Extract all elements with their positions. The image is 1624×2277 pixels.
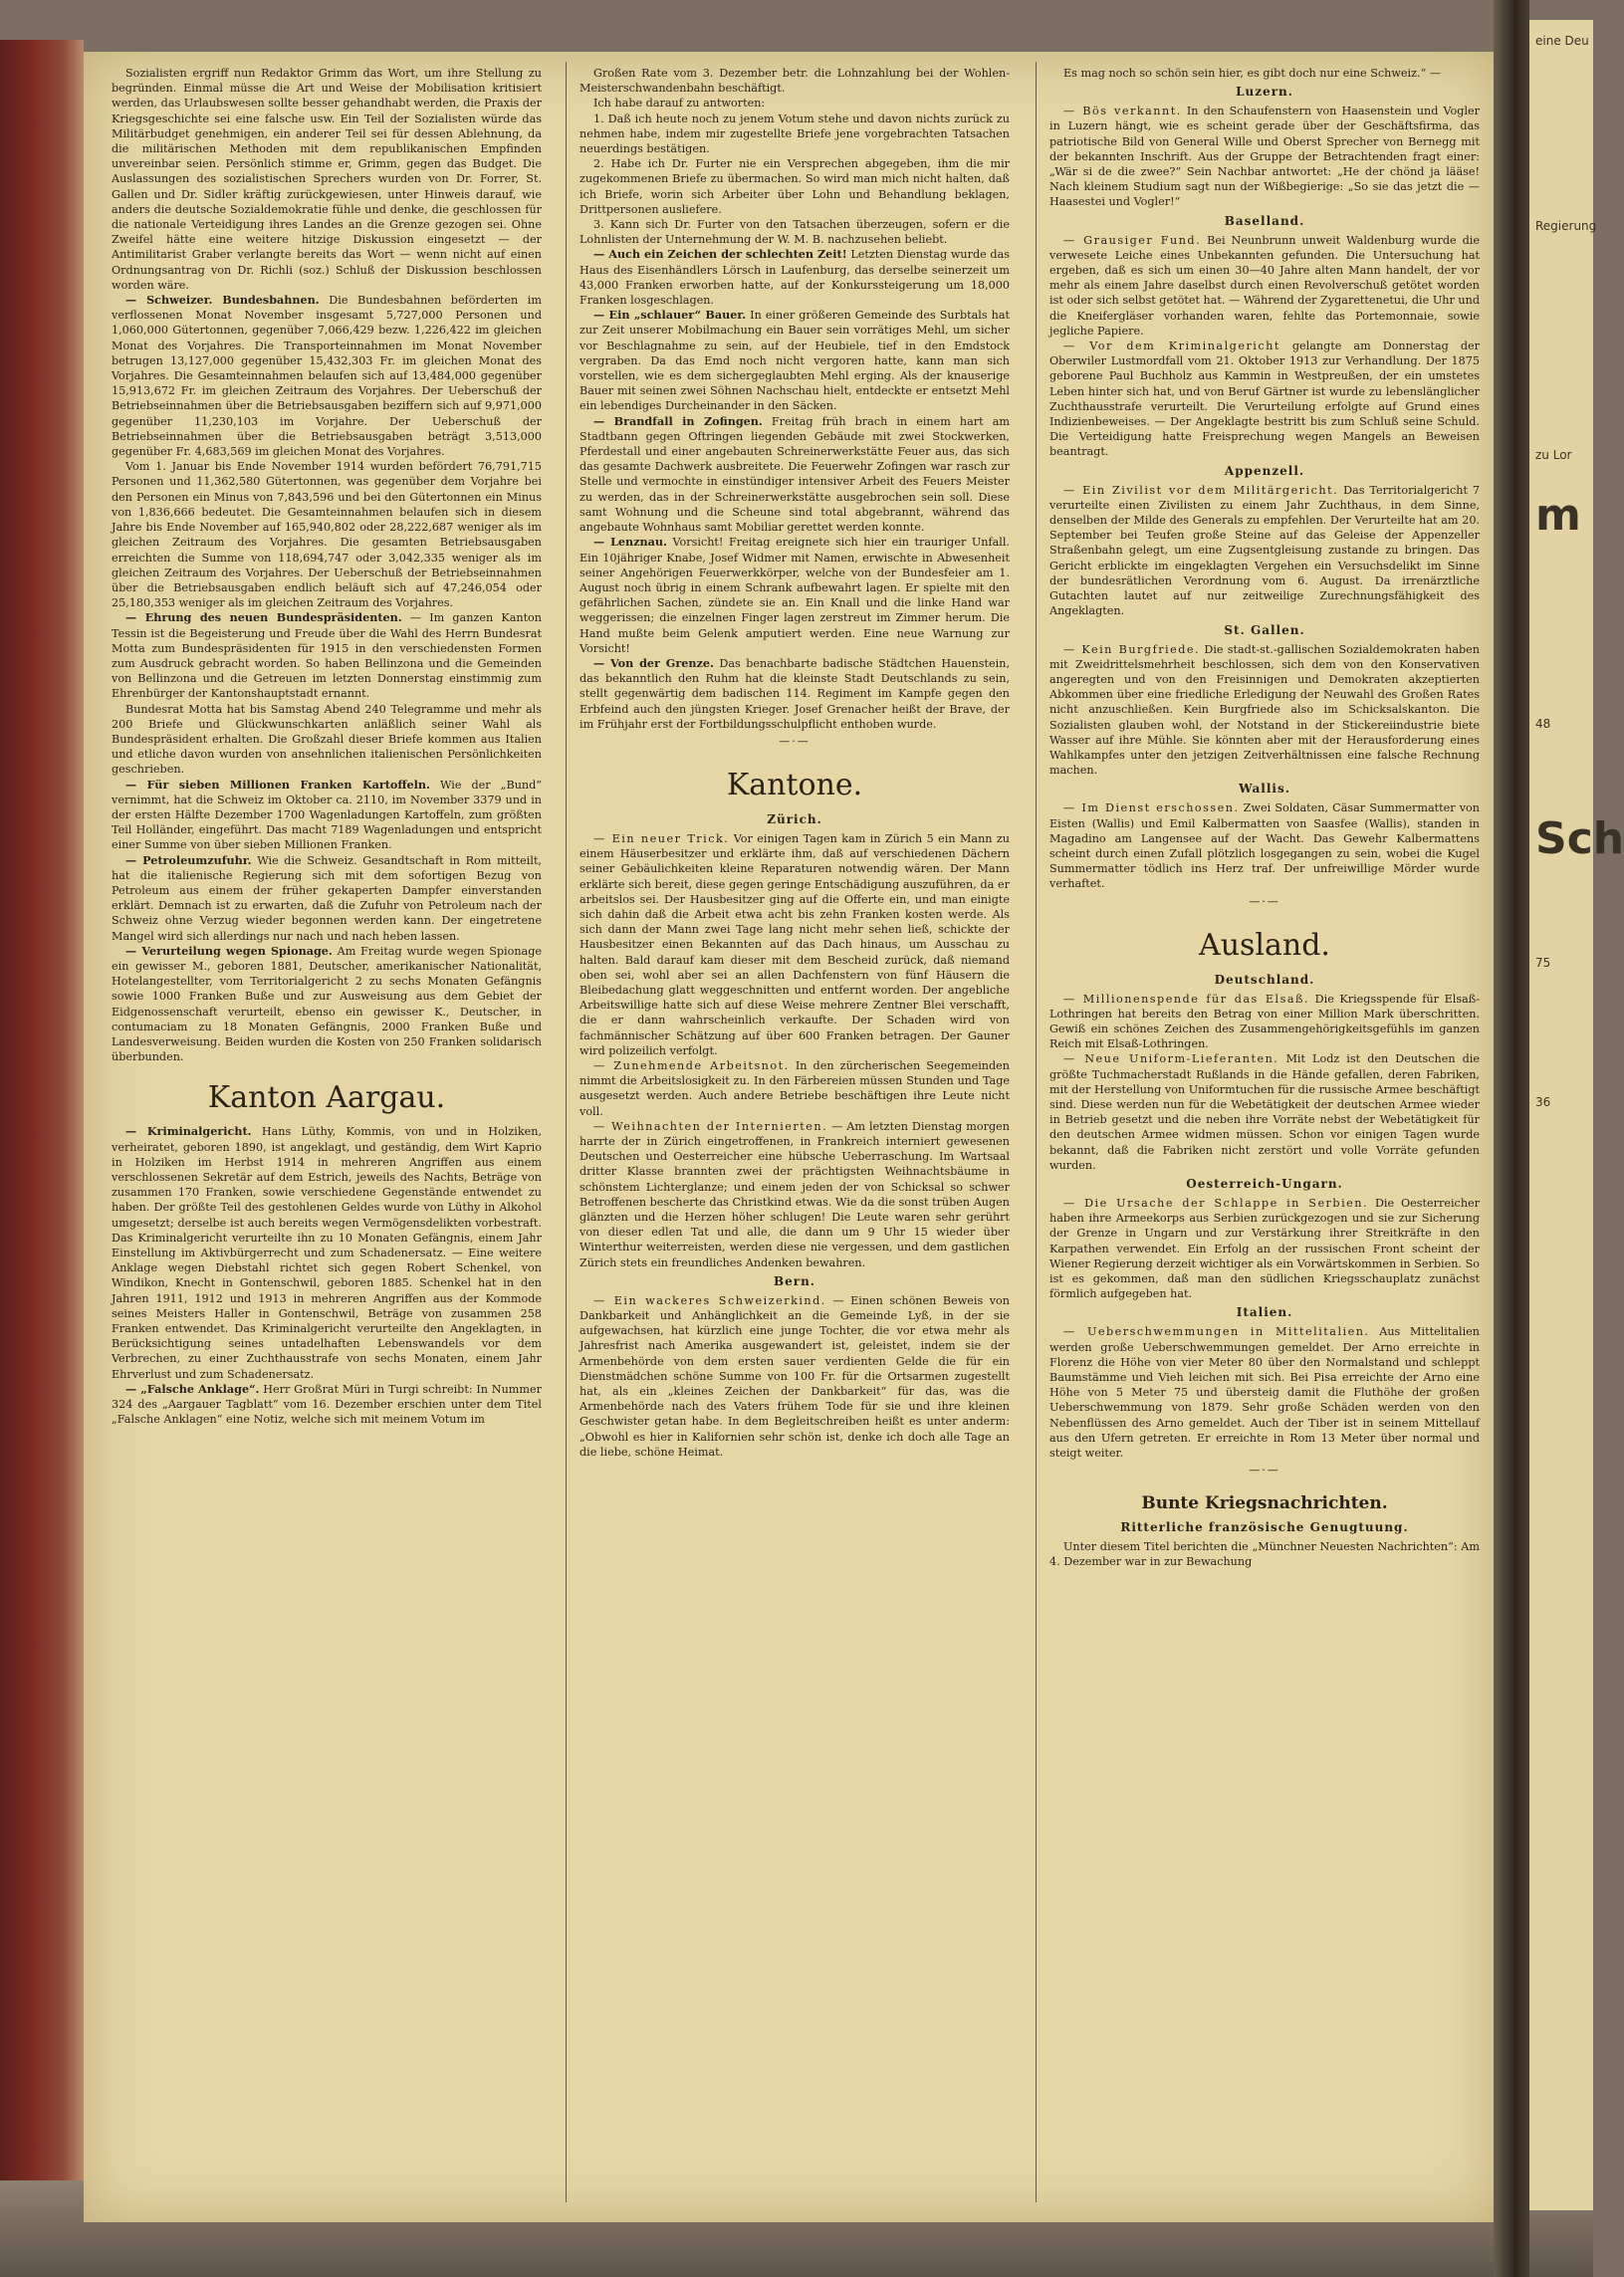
article-text: Wie die Schweiz. Gesandtschaft in Rom mitteilt, hat die italienische Regierung sich mit dem sofortigen Bezug von Petroleum aus einem der früher gekaperten Dampfer einverstanden erklärt. Demnach ist zu erwarten, daß die Zufuhr von Petroleum nach der Schweiz ohne Verzug wieder begonnen werden kann. Der eingetretene Mangel wird sich allerdings nur nach und nach heben lassen. <box>112 853 542 943</box>
section-heading-bunte-kriegsnachrichten: Bunte Kriegsnachrichten. <box>1141 1493 1388 1514</box>
article-lead: — Petroleumzufuhr. <box>125 852 252 867</box>
article-text: Vorsicht! Freitag ereignete sich hier ein trauriger Unfall. Ein 10jähriger Knabe, Josef Widmer mit Namen, erwischte in Abwesenheit seiner Angehörigen Feuerwerkkörper, welche von der Bundesfeier am 1. August noch übrig in einem Schrank aufbewahrt lagen. Er spielte mit den gefährlichen Sachen, zündete sie an. Ein Knall und die linke Hand war weggerissen; die einzelnen Finger lagen zerstreut im Zimmer herum. Die Hand mußte beim Gelenk amputiert werden. Eine neue Warnung zur Vorsicht! <box>580 536 1010 655</box>
article-paragraph <box>1049 483 1480 619</box>
article-lead: — Ein Zivilist vor dem Militärgericht. <box>1063 483 1339 497</box>
article-text: In einer größeren Gemeinde des Surbtals hat zur Zeit unserer Mobilmachung ein Bauer sein vorrätiges Mehl, um sicher vor Beschlagnahme zu sein, auf der Heubiele, tief in den Emdstock vergraben. Da das Emd noch nicht vergoren hatte, kann man sich vorstellen, wie es dem sichergeglaubten Mehl erging. Als der knauserige Bauer mit seinen zwei Söhnen Nachschau hielt, entdeckte er entsetzt Mehl ein lebendiges Durcheinander in den Säcken. <box>580 309 1010 413</box>
article-paragraph <box>1049 233 1480 339</box>
article-text: Es mag noch so schön sein hier, es gibt doch nur eine Schweiz.“ — <box>1063 67 1442 80</box>
subheading-oesterreich-ungarn: Oesterreich-Ungarn. <box>1186 1176 1343 1191</box>
article-paragraph <box>112 293 542 459</box>
adjacent-page-fragment: Regierung <box>1535 219 1597 233</box>
article-paragraph <box>580 831 1010 1058</box>
article-lead: — „Falsche Anklage“. <box>125 1381 260 1396</box>
adjacent-page-fragment: 36 <box>1535 1095 1551 1109</box>
article-paragraph <box>580 247 1010 308</box>
section-heading-aargau: Kanton Aargau. <box>207 1080 446 1116</box>
article-lead: — Ueberschwemmungen in Mittelitalien. <box>1063 1325 1370 1339</box>
article-paragraph <box>580 1119 1010 1270</box>
article-paragraph <box>1049 1051 1480 1173</box>
article-lead: — Brandfall in Zofingen. <box>593 413 763 428</box>
column-1 <box>112 66 542 1427</box>
article-lead: — Auch ein Zeichen der schlechten Zeit! <box>593 247 847 262</box>
article-text: Vom 1. Januar bis Ende November 1914 wurden befördert 76,791,715 Personen und 11,362,580 Gütertonnen, was gegenüber dem Vorjahre bei den Personen ein Minus von 7,843,596 und bei den Gütertonnen ein Minus von 1,836,666 bedeutet. Die Gesamteinnahmen belaufen sich in diesem Jahre bis Ende November auf 165,940,802 oder 28,222,687 weniger als im gleichen Zeitraum des Vorjahres. Die gesamten Betriebsausgaben erreichten die Summe von 118,694,747 oder 3,042,335 weniger als im gleichen Zeitraum des Vorjahres. Der Ueberschuß der Betriebseinnahmen über die Betriebsausgaben endlich beläuft sich auf 47,246,054 oder 25,180,353 weniger als im gleichen Zeitraum des Vorjahres. <box>112 460 542 610</box>
subheading-italien: Italien. <box>1236 1305 1293 1320</box>
article-text: — Am letzten Dienstag morgen harrte der in Zürich eingetroffenen, in Frankreich interniert gewesenen Deutschen und Oesterreicher eine hübsche Ueberraschung. Im Wartsaal dritter Klasse brannten zwei der prächtigsten Weihnachtsbäume in schönstem Lichterglanze; und einem jeden der von Schicksal so schwer Betroffenen bescherte das Christkind etwas. Wie da die sonst trüben Augen glänzten und die Herzen höher schlugen! Die Leute waren sehr gerührt von dieser edlen Tat und alle, die dann um 9 Uhr 15 wieder über Winterthur weiterreisten, werden diese nie vergessen, und dem gastlichen Zürich stets ein freundliches Andenken bewahren. <box>580 1119 1010 1269</box>
adjacent-page-fragment: Sch <box>1535 813 1624 864</box>
article-text: Vor einigen Tagen kam in Zürich 5 ein Mann zu einem Häuserbesitzer und erklärte ihm, daß auf verschiedenen Dächern seiner Gebäulichkeiten kleine Reparaturen notwendig wären. Der Mann erklärte sich bereit, diese gegen geringe Entschädigung auszuführen, da er arbeitslos sei. Der Hausbesitzer ging auf die Offerte ein, und man einigte sich dahin daß die Arbeit etwa acht bis zehn Franken kosten werde. Als sich dann der Mann zwei Tage lang nicht mehr sehen ließ, schickte der Hausbesitzer einen Bekannten auf das Dach hinaus, um Ausschau zu halten. Bald darauf kam dieser mit dem Bescheid zurück, daß niemand oben sei, wohl aber sei an allen Dachfenstern von fünf Häusern die Bleibedachung glatt weggeschnitten und entfernt worden. Der angebliche Arbeitswillige hatte sich auf diese Weise mehrere Zentner Blei verschafft, die er dann wahrscheinlich verkaufte. Der Schaden wird von fachmännischer Schätzung auf über 600 Franken betragen. Der Gauner wird polizeilich verfolgt. <box>580 831 1011 1057</box>
subheading-ritterliche-genugtuung: Ritterliche französische Genugtuung. <box>1120 1520 1409 1535</box>
article-text: Das benachbarte badische Städtchen Hauenstein, das bekanntlich den Ruhm hat die kleinste Stadt Deutschlands zu sein, stellt gegenwärtig dem badischen 114. Regiment im Kampfe gegen den Erbfeind auch den jüngsten Krieger. Josef Grenacher heißt der Brave, der im Frühjahr erst der Fortbildungsschulpflicht enthoben wurde. <box>580 656 1010 731</box>
subheading-appenzell: Appenzell. <box>1224 463 1305 478</box>
article-paragraph <box>580 656 1010 732</box>
subheading-wallis: Wallis. <box>1239 782 1290 797</box>
adjacent-page-fragment: eine Deu <box>1535 34 1589 48</box>
article-lead: — Ehrung des neuen Bundespräsidenten. <box>125 610 402 625</box>
article-lead: — Zunehmende Arbeitsnot. <box>593 1058 790 1072</box>
subheading-deutschland: Deutschland. <box>1214 972 1315 987</box>
article-text: Hans Lüthy, Kommis, von und in Holziken, verheiratet, geboren 1890, ist angeklagt, und geständig, dem Wirt Kaprio in Holziken im Herbst 1914 in mehreren Angriffen aus einem verschlossenen Sekretär auf dem Estrich, jeweils des Nachts, Beträge von zusammen 170 Franken, sowie verschiedene Gegenstände entwendet zu haben. Der größte Teil des gestohlenen Geldes wurde von Lüthy in Alkohol umgesetzt; derselbe ist auch bereits wegen Vermögensdelikten vorbestraft. Das Kriminalgericht verurteilte ihn zu 10 Monaten Gefängnis, einem Jahr Einstellung im Aktivbürgerrecht und zum Schadenersatz. — Eine weitere Anklage wegen Diebstahl richtet sich gegen Robert Schenkel, von Windikon, Knecht in Gontenschwil, geboren 1885. Schenkel hat in den Jahren 1911, 1912 und 1913 in mehreren Angriffen aus der Kommode seines Meisters Haller in Gontenschwil, Beträge von zusammen 258 Franken entwendet. Das Kriminalgericht verurteilte den Angeklagten, in Berücksichtigung seines untadelhaften Lebenswandels vor dem Verbrechen, zu einer Zuchthausstrafe von sechs Monaten, einem Jahr Ehrverlust und zum Schadenersatz. <box>112 1125 543 1381</box>
article-lead: — Für sieben Millionen Franken Kartoffeln. <box>125 777 430 792</box>
article-lead: — Ein neuer Trick. <box>593 831 730 845</box>
article-paragraph <box>112 1124 542 1381</box>
article-lead: — Weihnachten der Internierten. <box>593 1119 828 1133</box>
article-lead: — Kein Burgfriede. <box>1063 642 1201 656</box>
column-rule <box>566 62 567 2202</box>
article-text: Am Freitag wurde wegen Spionage ein gewisser M., geboren 1881, Deutscher, amerikanischer Nationalität, Hotelangestellter, vom Territorialgericht 2 zu sechs Monaten Gefängnis sowie 1000 Franken Buße und zur Ausweisung aus dem Gebiet der Eidgenossenschaft verurteilt, ebenso ein gewisser K., Deutscher, in contumaciam zu 18 Monaten Gefängnis, 2000 Franken Buße und Landesverweisung. Beiden wurden die Kosten von 250 Franken solidarisch überbunden. <box>112 944 542 1064</box>
book-gutter <box>1494 0 1529 2277</box>
adjacent-page-fragment: m <box>1535 490 1581 541</box>
article-lead: — Kriminalgericht. <box>125 1124 252 1139</box>
article-text: gelangte am Donnerstag der Oberwiler Lustmordfall vom 21. Oktober 1913 zur Verhandlung. Der 1875 geborene Paul Buchholz aus Kammin in Westpreußen, der ein umstetes Leben hinter sich hat, und von Beruf Gärtner ist wurde zu lebenslänglicher Zuchthausstrafe verurteilt. Die Verurteilung erfolgte auf Grund eines Indizienbeweises. — Der Angeklagte bestritt bis zum Schluß seine Schuld. Die Verteidigung hatte Freisprechung wegen Mangels an Beweisen beantragt. <box>1049 340 1480 459</box>
article-lead: — Vor dem Kriminalgericht <box>1063 340 1280 353</box>
article-lead: — Neue Uniform-Lieferanten. <box>1063 1052 1279 1066</box>
article-lead: — Bös verkannt. <box>1063 105 1182 118</box>
article-text: Mit Lodz ist den Deutschen die größte Tuchmacherstadt Rußlands in die Hände gefallen, deren Fabriken, mit der Herstellung von Uniformtuchen für die russische Armee beschäftigt sind. Diese werden nun für die Webetätigkeit der deutschen Armee wieder in Betrieb gesetzt und die neben ihre Vorräte nebst der Webetätigkeit für den deutschen Armee widmen müssen. Schon vor einigen Tagen wurde bekannt, daß die Fabriken nicht zerstört und volle Vorräte gefunden wurden. <box>1049 1052 1480 1172</box>
article-text: Die Kriegsspende für Elsaß-Lothringen hat bereits den Betrag von einer Million Mark überschritten. Gewiß ein schönes Zeichen des Zusammengehörigkeitsgefühls im ganzen Reich mit Elsaß-Lothringen. <box>1049 992 1480 1051</box>
divider: —·— <box>1249 1464 1280 1478</box>
column-3 <box>1049 66 1480 1570</box>
section-heading-kantone: Kantone. <box>726 767 863 802</box>
article-text: Bei Neunbrunn unweit Waldenburg wurde die verwesete Leiche eines Unbekannten gefunden. Die Untersuchung hat ergeben, daß es sich um einen 30—40 Jahre alten Mann handelt, der vor mehr als einem Jahre daselbst durch einen Revolverschuß getötet worden ist oder sich selbst getötet hat. — Während der Zygarettenetui, die Uhr und die Kneifergläser vorhanden waren, fehlte das Portemonnaie, sowie jegliche Papiere. <box>1049 233 1480 338</box>
article-lead: — Verurteilung wegen Spionage. <box>125 943 333 958</box>
article-text: Sozialisten ergriff nun Redaktor Grimm das Wort, um ihre Stellung zu begründen. Einmal müsse die Art und Weise der Mobilisation kritisiert werden, das Urlaubswesen sollte besser gehandhabt werden, die Praxis der Kriegsgeschichte sei eine falsche usw. Ein Teil der Sozialisten würde das Militärbudget genehmigen, ein anderer Teil sei für dessen Ablehnung, da die militärischen Methoden mit dem republikanischen Empfinden unvereinbar seien. Persönlich stimme er, Grimm, gegen das Budget. Die Auslassungen des sozialistischen Sprechers wurden von Dr. Forrer, St. Gallen und Dr. Sidler kräftig zurückgewiesen, unter Hinweis darauf, wie anders die deutsche Sozialdemokratie fühle und denke, die geschlossen für die nationale Verteidigung ihres Landes an die Grenze gezogen sei. Ohne Zweifel hätte eine weitere hitzige Diskussion eingesetzt — der Antimilitarist Graber verlangte bereits das Wort — wenn nicht auf einen Ordnungsantrag von Dr. Richli (soz.) Schluß der Diskussion beschlossen worden wäre. <box>112 67 542 292</box>
article-paragraph <box>580 414 1010 536</box>
article-text: Bundesrat Motta hat bis Samstag Abend 240 Telegramme und mehr als 200 Briefe und Glückwunschkarten anläßlich seiner Wahl als Bundespräsident erhalten. Die Großzahl dieser Briefe kommen aus Italien und etliche davon wurden von ansehnlichen italienischen Persönlichkeiten geschrieben. <box>112 702 542 777</box>
column-2 <box>580 66 1010 1460</box>
article-paragraph <box>112 778 542 853</box>
article-paragraph <box>580 1293 1010 1460</box>
article-text: — Einen schönen Beweis von Dankbarkeit und Anhänglichkeit an die Gemeinde Lyß, in der sie aufgewachsen, hat kürzlich eine junge Tochter, die vor etwa mehr als Jahresfrist nach Amerika ausgewandert ist, geleistet, indem sie der Armenbehörde von dem ersten sauer verdienten Gelde die für ein Dienstmädchen schöne Summe von 100 Fr. für die Ortsarmen zugestellt hat, als ein „kleines Zeichen der Dankbarkeit“ für das, was die Armenbehörde nach des Vaters frühem Tode für sie und ihre kleinen Geschwister getan habe. In dem Begleitschreiben heißt es unter anderm: „Obwohl es hier in Kalifornien sehr schön ist, denke ich doch alle Tage an die liebe, schöne Heimat. <box>580 1293 1010 1459</box>
article-paragraph <box>112 1382 542 1428</box>
divider: —·— <box>779 734 811 748</box>
book-binding <box>0 40 84 2190</box>
adjacent-page-edge <box>1529 20 1624 2210</box>
article-text: In den Schaufenstern von Haasenstein und Vogler in Luzern hängt, wie es scheint gerade über der Geschäftsfirma, das patriotische Bild von General Wille und Oberst Sprecher von Bernegg mit der bekannten Inschrift. Aus der Gruppe der Betrachtenden fragt einer: „Wär si de die zwee?“ Sein Nachbar antwortet: „He der chönd ja lääse! Nach kleinem Studium sagt nun der Wißbegierige: „So sie das jetzt die — Haasestei und Vogler!“ <box>1049 105 1481 209</box>
article-text: Freitag früh brach in einem hart am Stadtbann gegen Oftringen liegenden Gebäude mit zwei Stockwerken, Pferdestall und einer angebauten Schreinerwerkstätte Feuer aus, das sich das gesamte Dachwerk ausbreitete. Die Feuerwehr Zofingen war rasch zur Stelle und vermochte in einstündiger intensiver Arbeit des Feuers Meister zu werden, das in der Schreinerwerkstätte ausgebrochen sein soll. Diese samt Wohnung und die Scheune sind total abgebrannt, während das angebaute Wohnhaus samt Mobiliar gerettet werden konnte. <box>580 414 1011 535</box>
subheading-st-gallen: St. Gallen. <box>1224 622 1305 637</box>
article-lead: — Die Ursache der Schlappe in Serbien. <box>1063 1196 1369 1210</box>
subheading-zuerich: Zürich. <box>767 811 822 826</box>
article-text: Letzten Dienstag wurde das Haus des Eisenhändlers Lörsch in Laufenburg, das derselbe seinerzeit um 43,000 Franken erworben hatte, auf der Konkurssteigerung um 18,000 Franken losgeschlagen. <box>580 248 1010 308</box>
newspaper-page <box>84 52 1498 2222</box>
article-text: Ich habe darauf zu antworten: <box>593 97 766 111</box>
article-lead: — Im Dienst erschossen. <box>1063 801 1240 815</box>
article-paragraph <box>112 853 542 944</box>
article-lead: — Millionenspende für das Elsaß. <box>1063 992 1310 1006</box>
subheading-baselland: Baselland. <box>1224 213 1305 228</box>
article-text: Herr Großrat Müri in Turgi schreibt: In Nummer 324 des „Aargauer Tagblatt“ vom 16. Dezember erschien unter dem Titel „Falsche Anklagen“ eine Notiz, welche sich mit meinem Votum im <box>112 1382 542 1427</box>
article-lead: — Von der Grenze. <box>593 655 714 670</box>
article-paragraph <box>112 944 542 1065</box>
article-paragraph <box>580 535 1010 656</box>
article-text: Aus Mittelitalien werden große Ueberschwemmungen gemeldet. Der Arno erreichte in Florenz die Höhe von vier Meter 80 über den Normalstand und schleppt Baumstämme und Vieh leichen mit sich. Bei Pisa erreichte der Arno eine Höhe von 5 Meter 75 und übersteig damit die Fluthöhe der großen Ueberschwemmung von 1879. Sehr große Schäden werden von den Nebenflüssen des Arno gemeldet. Auch der Tiber ist in seinem Mittellauf aus den Ufern getreten. Er erreichte in Rom 13 Meter über normal und steigt weiter. <box>1049 1325 1480 1461</box>
divider: —·— <box>1249 894 1280 908</box>
article-text: Großen Rate vom 3. Dezember betr. die Lohnzahlung bei der Wohlen-Meisterschwandenbahn beschäftigt. <box>580 67 1010 96</box>
article-text: Die Bundesbahnen beförderten im verflossenen Monat November insgesamt 5,727,000 Personen und 1,060,000 Gütertonnen, gegenüber 7,066,429 bezw. 1,226,422 im gleichen Monat des Vorjahres. Die Transporteinnahmen im Monat November betrugen 13,127,000 gegenüber 15,432,303 Fr. im gleichen Monat des Vorjahres. Die Gesamteinnahmen belaufen sich auf 13,484,000 gegenüber 15,913,672 Fr. im gleichen Zeitraum des Vorjahres. Der Ueberschuß der Betriebseinnahmen über die Betriebsausgaben beziffern sich auf 9,971,000 gegenüber 11,230,103 im Vorjahre. Der Ueberschuß der Betriebseinnahmen über die Betriebsausgaben beträgt 3,513,000 gegenüber Fr. 4,683,569 im gleichen Monat des Vorjahres. <box>112 294 542 459</box>
article-paragraph <box>1049 339 1480 460</box>
article-text: — Im ganzen Kanton Tessin ist die Begeisterung und Freude über die Wahl des Herrn Bundesrat Motta zum Bundespräsidenten für 1915 in den verschiedensten Formen zum Ausdruck gebracht worden. So haben Bellinzona und die Gemeinden von Bellinzona und die Getreuen im letzten Donnerstag einstimmig zum Ehrenbürger der Kantonshauptstadt ernannt. <box>112 611 543 701</box>
article-text: Unter diesem Titel berichten die „Münchner Neuesten Nachrichten“: Am 4. Dezember war in zur Bewachung <box>1049 1540 1480 1569</box>
subheading-luzern: Luzern. <box>1236 85 1293 100</box>
article-paragraph <box>1049 992 1480 1052</box>
column-rule <box>1036 62 1037 2202</box>
article-paragraph <box>1049 642 1480 779</box>
article-lead: — Ein „schlauer“ Bauer. <box>593 308 747 323</box>
article-paragraph <box>1049 1196 1480 1301</box>
subheading-bern: Bern. <box>773 1273 815 1288</box>
adjacent-page-fragment: 75 <box>1535 956 1551 970</box>
article-text: Zwei Soldaten, Cäsar Summermatter von Eisten (Wallis) und Emil Kalbermatten von Saasfee (Wallis), standen in Magadino am Langensee auf der Wacht. Das Gewehr Kalbermattens scheint durch einen Zufall plötzlich losgegangen zu sein, wobei die Kugel Summermatter tödlich ins Herz traf. Der unfreiwillige Mörder wurde verhaftet. <box>1049 801 1480 891</box>
article-lead: — Grausiger Fund. <box>1063 233 1202 247</box>
article-text: Das Territorialgericht 7 verurteilte einen Zivilisten zu einem Jahr Zuchthaus, in dem Sinne, denselben der Milde des Generals zu empfehlen. Der Verurteilte hat am 20. September bei Teufen große Steine auf das Geleise der Appenzeller Straßenbahn gelegt, um eine Zugsentgleisung zustande zu bringen. Das Gericht erblickte im eingeklagten Vergehen ein Versuchsdelikt im Sinne der bundesrätlichen Verordnung vom 6. August. Da irrenärztliche Gutachten lautet auf nur zeitweilige Zurechnungsfähigkeit des Angeklagten. <box>1049 483 1480 618</box>
article-text: 2. Habe ich Dr. Furter nie ein Versprechen abgegeben, ihm die mir zugekommenen Briefe zu übermachen. So wird man mich nicht halten, daß ich Briefe, worin sich Arbeiter über Lohn und Behandlung beklagen, Drittpersonen ausliefere. <box>580 157 1010 216</box>
article-text: 3. Kann sich Dr. Furter von den Tatsachen überzeugen, sofern er die Lohnlisten der Unternehmung der W. M. B. nachzusehen beliebt. <box>580 218 1010 247</box>
article-paragraph <box>1049 1324 1480 1461</box>
article-paragraph <box>112 610 542 701</box>
article-paragraph <box>580 308 1010 413</box>
article-text: Die Oesterreicher haben ihre Armeekorps aus Serbien zurückgezogen und sie zur Sicherung der Grenze in Ungarn und zur Verstärkung ihrer Streitkräfte in den Karpathen verwendet. Ein Erfolg an der russischen Front scheint der Wiener Regierung derzeit wichtiger als ein Vorwärtskommen in Serbien. So ist es gekommen, daß man den südlichen Kriegsschauplatz zunächst förmlich aufgegeben hat. <box>1049 1196 1480 1301</box>
article-text: Wie der „Bund“ vernimmt, hat die Schweiz im Oktober ca. 2110, im November 3379 und in der ersten Hälfte Dezember 1700 Wagenladungen Kartoffeln, zum größten Teil Holländer, eingeführt. Das macht 7189 Wagenladungen und entspricht einer Summe von über sieben Millionen Franken. <box>112 778 542 852</box>
adjacent-page-fragment: zu Lor <box>1535 448 1572 462</box>
section-heading-ausland: Ausland. <box>1199 927 1330 963</box>
article-text: Die stadt-st.-gallischen Sozialdemokraten haben mit Zweidrittelsmehrheit beschlossen, sich dem von den Konservativen angeregten und von den Freisinnigen und Demokraten akzeptierten Abkommen über eine friedliche Erledigung der Neuwahl des Großen Rates nicht anzuschließen. Kein Burgfriede also im Schicksalskanton. Die Sozialisten glauben wohl, der Notstand in der Stickereiindustrie biete Wasser auf ihre Mühle. Sie könnten aber mit der Herausforderung eines Wahlkampfes unter den jetzigen Zeitverhältnissen eine falsche Rechnung machen. <box>1049 642 1480 778</box>
article-paragraph <box>1049 800 1480 891</box>
article-paragraph <box>1049 104 1480 209</box>
article-paragraph <box>580 1058 1010 1119</box>
article-text: 1. Daß ich heute noch zu jenem Votum stehe und davon nichts zurück zu nehmen habe, indem mir zugestellte Briefe jene vorgebrachten Tatsachen neuerdings bestätigen. <box>580 112 1010 156</box>
article-lead: — Lenznau. <box>593 535 667 550</box>
adjacent-page-fragment: 48 <box>1535 717 1551 731</box>
article-text: In den zürcherischen Seegemeinden nimmt die Arbeitslosigkeit zu. In den Färbereien müssen Stunden und Tage ausgesetzt werden. Auch andere Betriebe beschäftigen ihre Leute nicht voll. <box>580 1058 1010 1118</box>
article-lead: — Ein wackeres Schweizerkind. <box>593 1293 826 1307</box>
article-lead: — Schweizer. Bundesbahnen. <box>125 293 320 308</box>
